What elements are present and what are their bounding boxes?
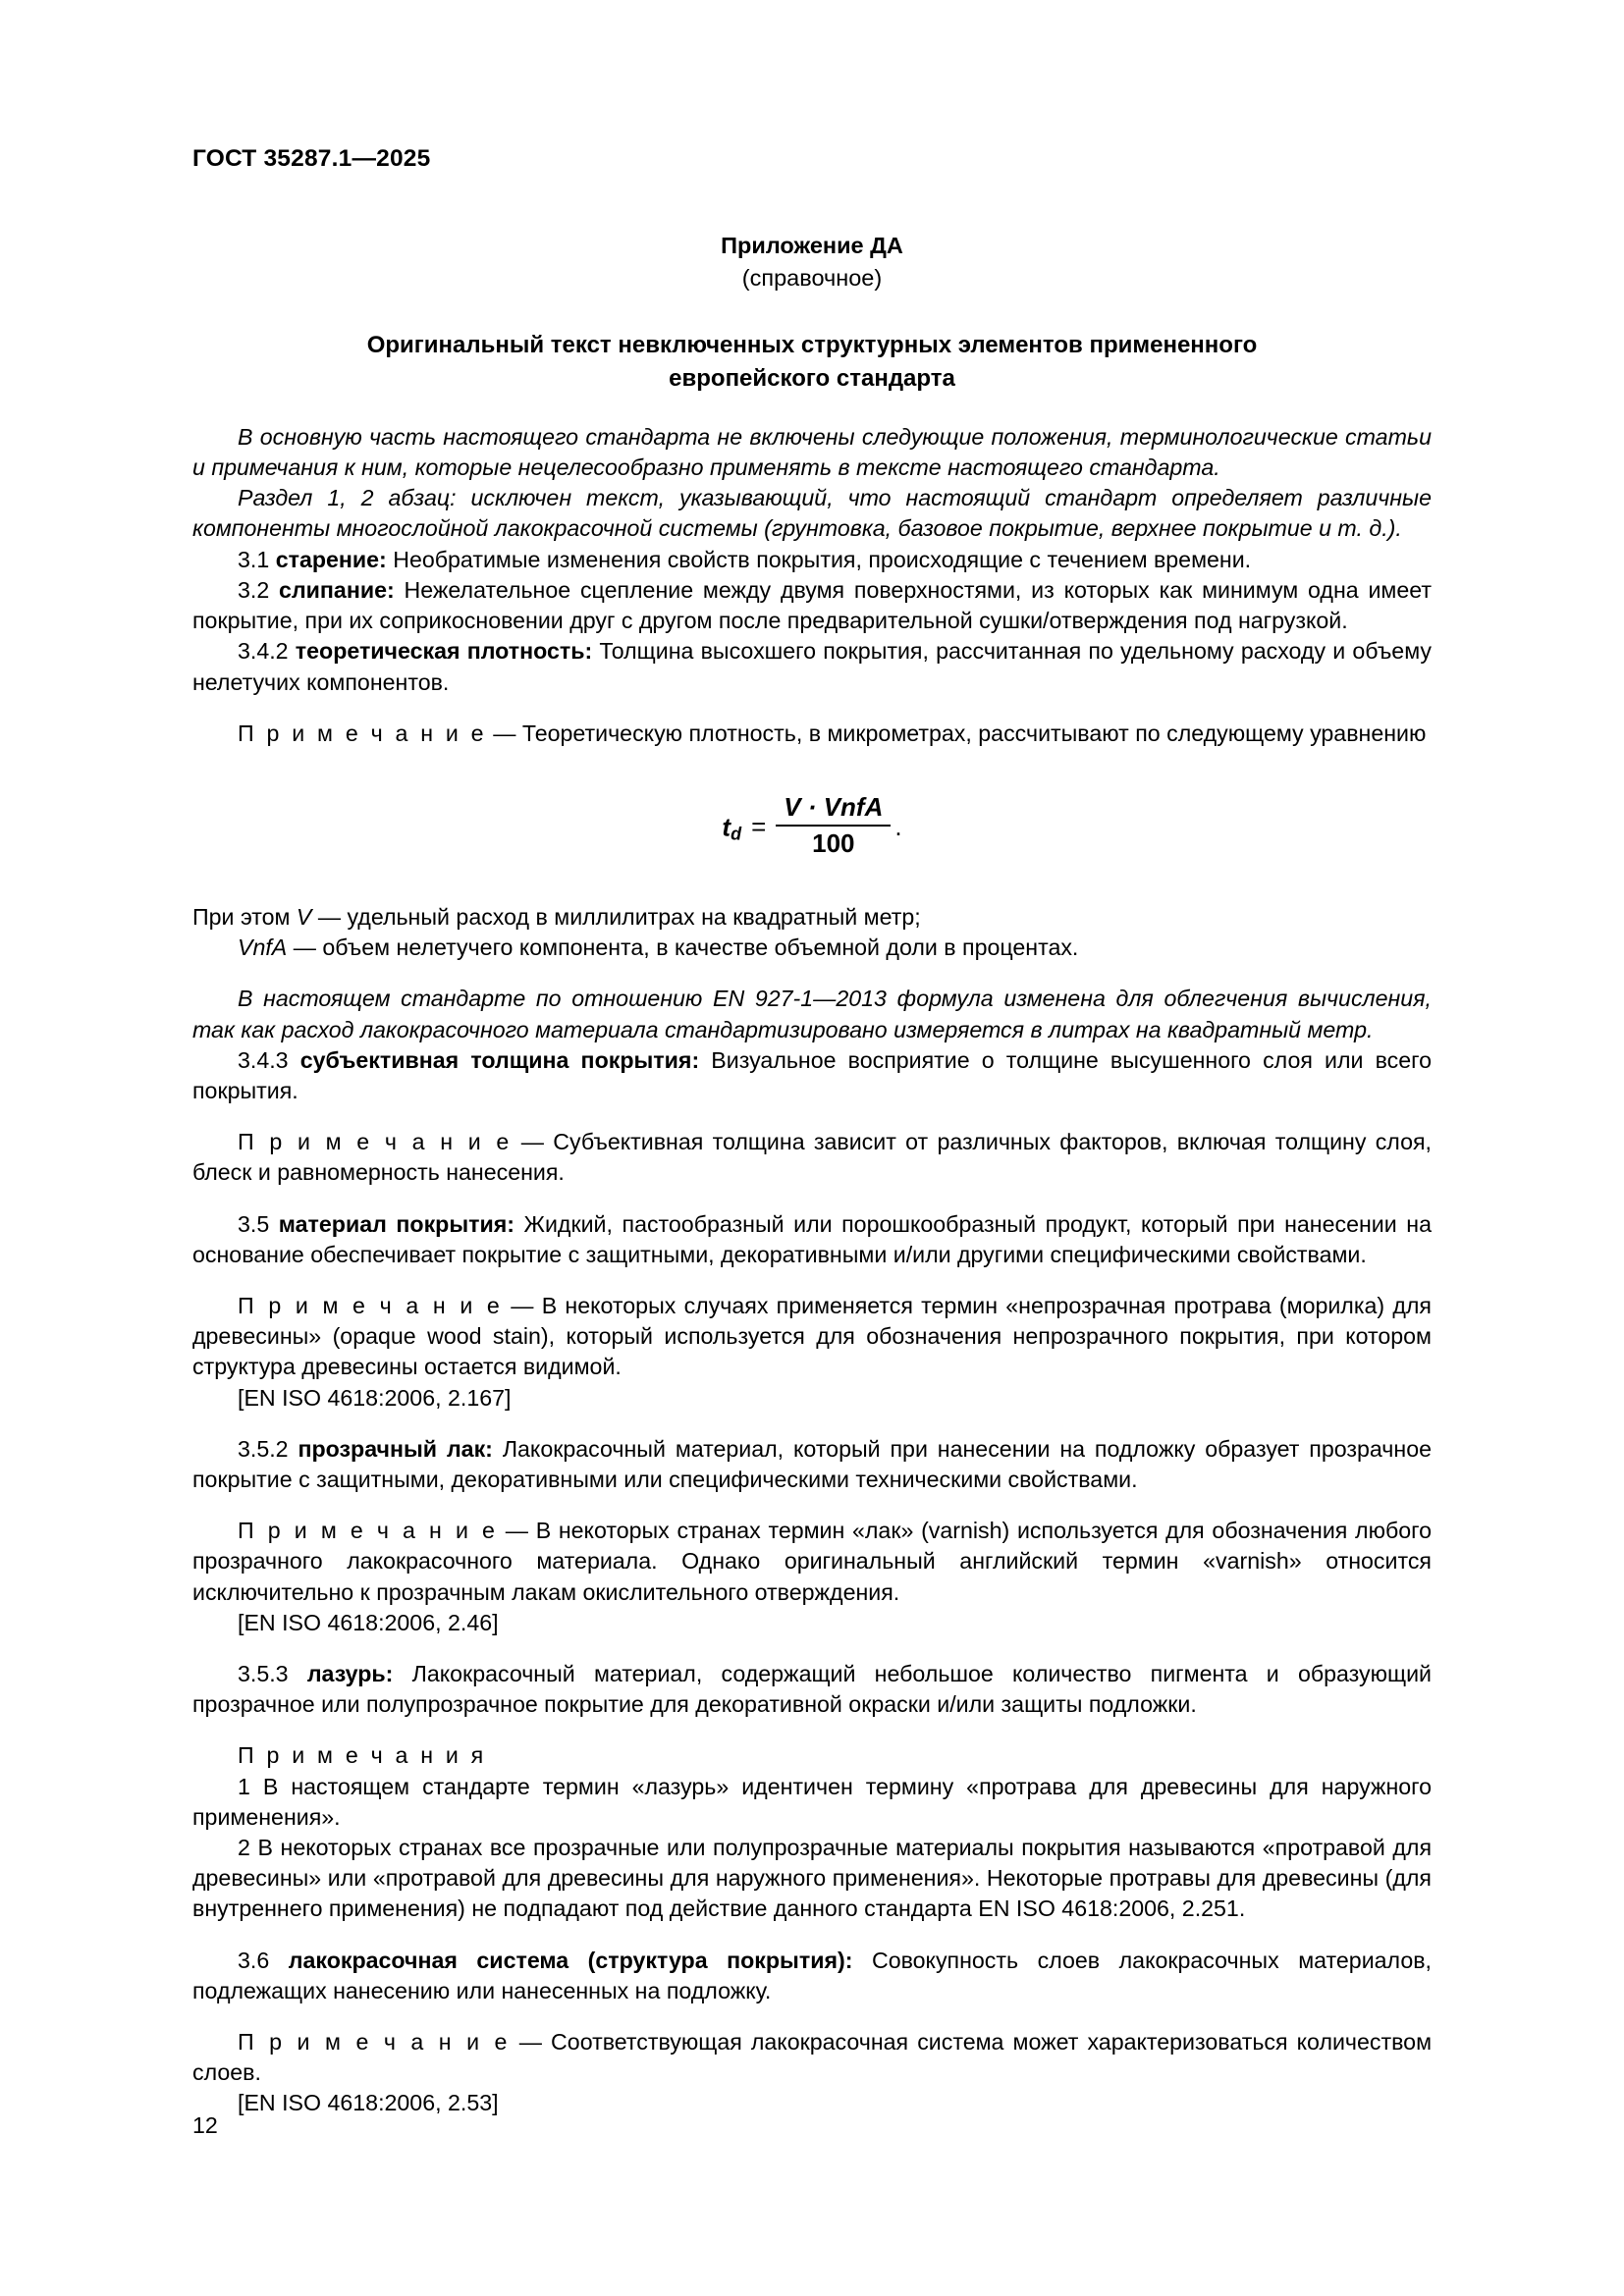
formula-theoretical-density <box>192 786 1432 867</box>
term-3-5-2-text: Лакокрасочный материал, который при нанесении на подложку образует прозрачное покрытие с защитными, декоративными или специфическими техническими свойствами. <box>192 1435 1432 1492</box>
standard-number-header: ГОСТ 35287.1—2025 <box>192 145 431 172</box>
note-2-text: Субъективная толщина зависит от различных факторов, включая толщину слоя, блеск и равномерность нанесения. <box>192 1129 1432 1186</box>
term-3-2-text: Нежелательное сцепление между двумя поверхностями, из которых как минимум одна имеет покрытие, при их соприкосновении друг с другом после предварительной сушки/отверждения под нагрузкой. <box>192 576 1432 634</box>
page-number: 12 <box>192 2112 218 2138</box>
intro-paragraph: В основную часть настоящего стандарта не включены следующие положения, терминологические статьи и примечания к ним, которые нецелесообразно применять в тексте настоящего стандарта. <box>192 423 1432 481</box>
term-3-4-2 <box>192 636 1432 697</box>
variable-vnfa-text: — объем нелетучего компонента, в качестве объемной доли в процентах. <box>287 934 1079 961</box>
formula-trailing-punctuation: . <box>894 812 902 842</box>
variable-vnfa-definition <box>192 933 1432 963</box>
note-4-text: В некоторых странах термин «лак» (varnish) используется для обозначения любого прозрачного лакокрасочного материала. Однако оригинальный английский термин «varnish» относится исключительно к прозрачным лакам окислительного отверждения. <box>192 1518 1432 1605</box>
term-3-1-name: старение: <box>275 546 387 572</box>
term-3-5-number: 3.5 <box>238 1210 279 1237</box>
note-2-dash: — <box>512 1129 554 1155</box>
term-3-1-number: 3.1 <box>238 546 276 572</box>
note-7-label: П р и м е ч а н и е <box>238 2029 511 2055</box>
reference-2: [EN ISO 4618:2006, 2.46] <box>238 1609 499 1635</box>
note-3-label: П р и м е ч а н и е <box>238 1292 504 1318</box>
term-3-1 <box>192 545 1432 575</box>
formula-fraction <box>776 792 891 859</box>
term-3-5-name: материал покрытия: <box>278 1210 514 1237</box>
variable-v-lead: При этом <box>192 903 297 930</box>
reference-3: [EN ISO 4618:2006, 2.53] <box>238 2090 499 2116</box>
note-7-text: Соответствующая лакокрасочная система может характеризоваться количеством слоев. <box>192 2029 1433 2086</box>
formula-numerator: V · VnfA <box>784 791 884 822</box>
term-3-5-3-name: лазурь: <box>306 1660 394 1686</box>
variable-vnfa-symbol: VnfA <box>238 934 288 961</box>
note-2 <box>192 1127 1432 1188</box>
term-3-6-name: лакокрасочная система (структура покрытия): <box>288 1947 853 1973</box>
term-3-4-3-number: 3.4.3 <box>238 1046 300 1073</box>
note-1-label: П р и м е ч а н и е <box>238 720 487 746</box>
term-3-2-name: слипание: <box>279 576 395 603</box>
term-3-4-2-text: Толщина высохшего покрытия, рассчитанная по удельному расходу и объему нелетучих компонентов. <box>192 638 1432 695</box>
note-4-dash: — <box>498 1518 536 1544</box>
term-3-2-number: 3.2 <box>238 576 280 603</box>
formula-denominator: 100 <box>776 825 891 859</box>
term-3-5-3-number: 3.5.3 <box>238 1660 307 1686</box>
note-3 <box>192 1291 1432 1383</box>
section1-paragraph: Раздел 1, 2 абзац: исключен текст, указывающий, что настоящий стандарт определяет различные компоненты многослойной лакокрасочной системы (грунтовка, базовое покрытие, верхнее покрытие и т. д.). <box>192 485 1432 542</box>
formula-lhs-variable: t <box>722 812 731 842</box>
annex-heading <box>192 329 1432 396</box>
note-4-label: П р и м е ч а н и е <box>238 1518 499 1544</box>
notes-label <box>192 1740 1432 1771</box>
note-1-dash: — <box>486 720 522 746</box>
note-2-label: П р и м е ч а н и е <box>238 1129 513 1155</box>
annex-heading-line2: европейского стандарта <box>669 364 955 392</box>
note-6: 2 В некоторых странах все прозрачные или полупрозрачные материалы покрытия называются «протравой для древесины» или «протравой для древесины для наружного применения». Некоторые протравы для древесины (для внутреннего применения) не подпадают под действие данного стандарта EN ISO 4618:2006, 2.251. <box>192 1834 1432 1922</box>
reference-1: [EN ISO 4618:2006, 2.167] <box>238 1384 512 1411</box>
term-3-6-text: Совокупность слоев лакокрасочных материалов, подлежащих нанесению или нанесенных на подложку. <box>192 1947 1432 2003</box>
annex-title: Приложение ДА <box>721 233 903 258</box>
term-3-5-text: Жидкий, пастообразный или порошкообразный продукт, который при нанесении на основание обеспечивает покрытие с защитными, декоративными и/или другими специфическими свойствами. <box>192 1210 1432 1267</box>
en927-note-paragraph: В настоящем стандарте по отношению EN 927-1—2013 формула изменена для облегчения вычисления, так как расход лакокрасочного материала стандартизировано измеряется в литрах на квадратный метр. <box>192 986 1432 1042</box>
page-content <box>192 145 1432 2119</box>
term-3-5-2-name: прозрачный лак: <box>298 1435 493 1462</box>
note-5: 1 В настоящем стандарте термин «лазурь» идентичен термину «протрава для древесины для наружного применения». <box>192 1773 1432 1830</box>
variable-v-definition <box>192 902 1432 933</box>
term-3-1-text: Необратимые изменения свойств покрытия, происходящие с течением времени. <box>386 546 1252 572</box>
note-1-text: Теоретическую плотность, в микрометрах, рассчитывают по следующему уравнению <box>521 720 1427 746</box>
term-3-4-3-text: Визуальное восприятие о толщине высушенного слоя или всего покрытия. <box>192 1046 1432 1103</box>
term-3-5-2-number: 3.5.2 <box>238 1435 298 1462</box>
formula-equals: = <box>751 812 767 842</box>
variable-v-symbol: V <box>296 903 312 930</box>
term-3-6-number: 3.6 <box>238 1947 289 1973</box>
formula-lhs-subscript: d <box>731 824 742 844</box>
notes-label-text: П р и м е ч а н и я <box>238 1742 487 1769</box>
term-3-5-3 <box>192 1659 1432 1720</box>
term-3-4-3-name: субъективная толщина покрытия: <box>299 1046 700 1073</box>
annex-heading-line1: Оригинальный текст невключенных структурных элементов примененного <box>366 331 1258 358</box>
note-3-text: В некоторых случаях применяется термин «непрозрачная протрава (морилка) для древесины» (opaque wood stain), который используется для обозначения непрозрачного покрытия, при котором структура древесины остается видимой. <box>192 1292 1432 1380</box>
formula-variable-definitions <box>192 902 1432 963</box>
note-3-dash: — <box>503 1292 542 1318</box>
note-7-dash: — <box>510 2029 552 2055</box>
term-3-4-2-name: теоретическая плотность: <box>295 638 593 665</box>
term-3-5-3-text: Лакокрасочный материал, содержащий небольшое количество пигмента и образующий прозрачное или полупрозрачное покрытие для декоративной окраски и/или защиты подложки. <box>192 1660 1432 1718</box>
note-1 <box>192 719 1432 749</box>
term-3-4-2-number: 3.4.2 <box>238 638 296 665</box>
term-3-4-3 <box>192 1045 1432 1106</box>
term-3-2 <box>192 575 1432 636</box>
note-7 <box>192 2027 1432 2088</box>
term-3-6 <box>192 1946 1432 2006</box>
annex-subtitle: (справочное) <box>741 265 883 292</box>
term-3-5-2 <box>192 1434 1432 1495</box>
variable-v-text: — удельный расход в миллилитрах на квадратный метр; <box>311 903 921 930</box>
term-3-5 <box>192 1209 1432 1270</box>
note-4 <box>192 1516 1432 1608</box>
